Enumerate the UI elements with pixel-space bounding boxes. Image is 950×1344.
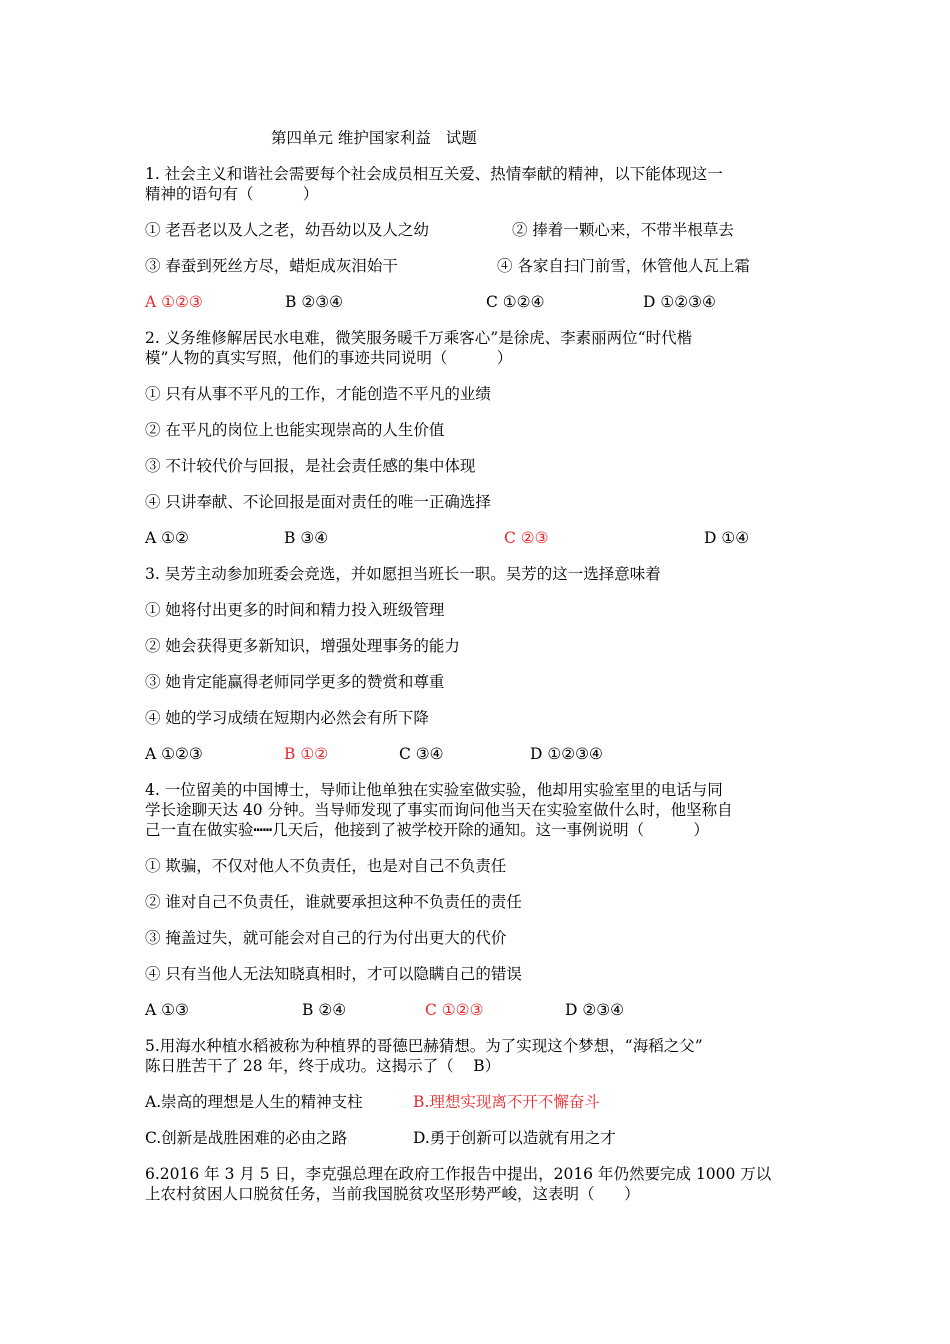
q4-stem-line-3: 己一直在做实验┅┅几天后，他接到了被学校开除的通知。这一事例说明（ ）: [145, 821, 709, 839]
q1-option-c: C ①②④: [486, 293, 545, 311]
q5-option-b: B.理想实现离不开不懈奋斗: [413, 1093, 600, 1111]
q4-option-d: D ②③④: [565, 1001, 625, 1019]
q4-option-c: C ①②③: [425, 1001, 484, 1019]
q5-option-a: A.崇高的理想是人生的精神支柱: [145, 1093, 363, 1111]
q2-option-a: A ①②: [145, 529, 189, 547]
q3-statement-2: ② 她会获得更多新知识，增强处理事务的能力: [145, 637, 460, 655]
q1-statement-4: ④ 各家自扫门前雪，休管他人瓦上霜: [497, 257, 750, 275]
q2-statement-1: ① 只有从事不平凡的工作，才能创造不平凡的业绩: [145, 385, 491, 403]
q2-stem-line-1: 2. 义务维修解居民水电难，微笑服务暖千万乘客心”是徐虎、李素丽两位“时代楷: [145, 329, 693, 347]
q3-statement-4: ④ 她的学习成绩在短期内必然会有所下降: [145, 709, 429, 727]
q2-statement-2: ② 在平凡的岗位上也能实现崇高的人生价值: [145, 421, 445, 439]
q2-option-d: D ①④: [704, 529, 750, 547]
q5-stem-line-2: 陈日胜苦干了 28 年，终于成功。这揭示了（ B）: [145, 1057, 501, 1075]
q5-option-d: D.勇于创新可以造就有用之才: [413, 1129, 616, 1147]
q3-statement-1: ① 她将付出更多的时间和精力投入班级管理: [145, 601, 445, 619]
q1-statement-3: ③ 春蚕到死丝方尽，蜡炬成灰泪始干: [145, 257, 398, 275]
q3-option-b: B ①②: [284, 745, 329, 763]
q4-stem-line-1: 4. 一位留美的中国博士，导师让他单独在实验室做实验，他却用实验室里的电话与同: [145, 781, 723, 799]
q1-statement-2: ② 捧着一颗心来，不带半根草去: [512, 221, 734, 239]
q2-option-c: C ②③: [504, 529, 549, 547]
q6-stem-line-1: 6.2016 年 3 月 5 日，李克强总理在政府工作报告中提出，2016 年仍然要完成 1000 万以: [145, 1165, 772, 1183]
q4-option-a: A ①③: [145, 1001, 189, 1019]
q4-statement-1: ① 欺骗，不仅对他人不负责任，也是对自己不负责任: [145, 857, 507, 875]
q6-stem-line-2: 上农村贫困人口脱贫任务，当前我国脱贫攻坚形势严峻，这表明（ ）: [145, 1185, 640, 1203]
q2-option-b: B ③④: [284, 529, 329, 547]
q5-stem-line-1: 5.用海水种植水稻被称为种植界的哥德巴赫猜想。为了实现这个梦想，“海稻之父”: [145, 1037, 703, 1055]
q1-stem-line-2: 精神的语句有（ ）: [145, 185, 319, 203]
q1-option-b: B ②③④: [285, 293, 344, 311]
q1-stem-line-1: 1. 社会主义和谐社会需要每个社会成员相互关爱、热情奉献的精神，以下能体现这一: [145, 165, 723, 183]
q1-option-d: D ①②③④: [643, 293, 716, 311]
q3-option-d: D ①②③④: [530, 745, 603, 763]
q4-statement-2: ② 谁对自己不负责任，谁就要承担这种不负责任的责任: [145, 893, 522, 911]
page-title: 第四单元 维护国家利益 试题: [271, 129, 477, 147]
q1-statement-1: ① 老吾老以及人之老，幼吾幼以及人之幼: [145, 221, 429, 239]
q5-option-c: C.创新是战胜困难的必由之路: [145, 1129, 348, 1147]
q3-statement-3: ③ 她肯定能赢得老师同学更多的赞赏和尊重: [145, 673, 445, 691]
q3-option-c: C ③④: [399, 745, 444, 763]
q4-statement-4: ④ 只有当他人无法知晓真相时，才可以隐瞒自己的错误: [145, 965, 522, 983]
q2-statement-3: ③ 不计较代价与回报，是社会责任感的集中体现: [145, 457, 476, 475]
q4-statement-3: ③ 掩盖过失，就可能会对自己的行为付出更大的代价: [145, 929, 507, 947]
q2-stem-line-2: 模”人物的真实写照，他们的事迹共同说明（ ）: [145, 349, 513, 367]
q3-stem-line-1: 3. 吴芳主动参加班委会竞选，并如愿担当班长一职。吴芳的这一选择意味着: [145, 565, 661, 583]
q2-statement-4: ④ 只讲奉献、不论回报是面对责任的唯一正确选择: [145, 493, 491, 511]
q3-option-a: A ①②③: [145, 745, 203, 763]
q1-option-a: A ①②③: [145, 293, 203, 311]
q4-stem-line-2: 学长途聊天达 40 分钟。当导师发现了事实而询问他当天在实验室做什么时，他坚称自: [145, 801, 733, 819]
q4-option-b: B ②④: [302, 1001, 347, 1019]
